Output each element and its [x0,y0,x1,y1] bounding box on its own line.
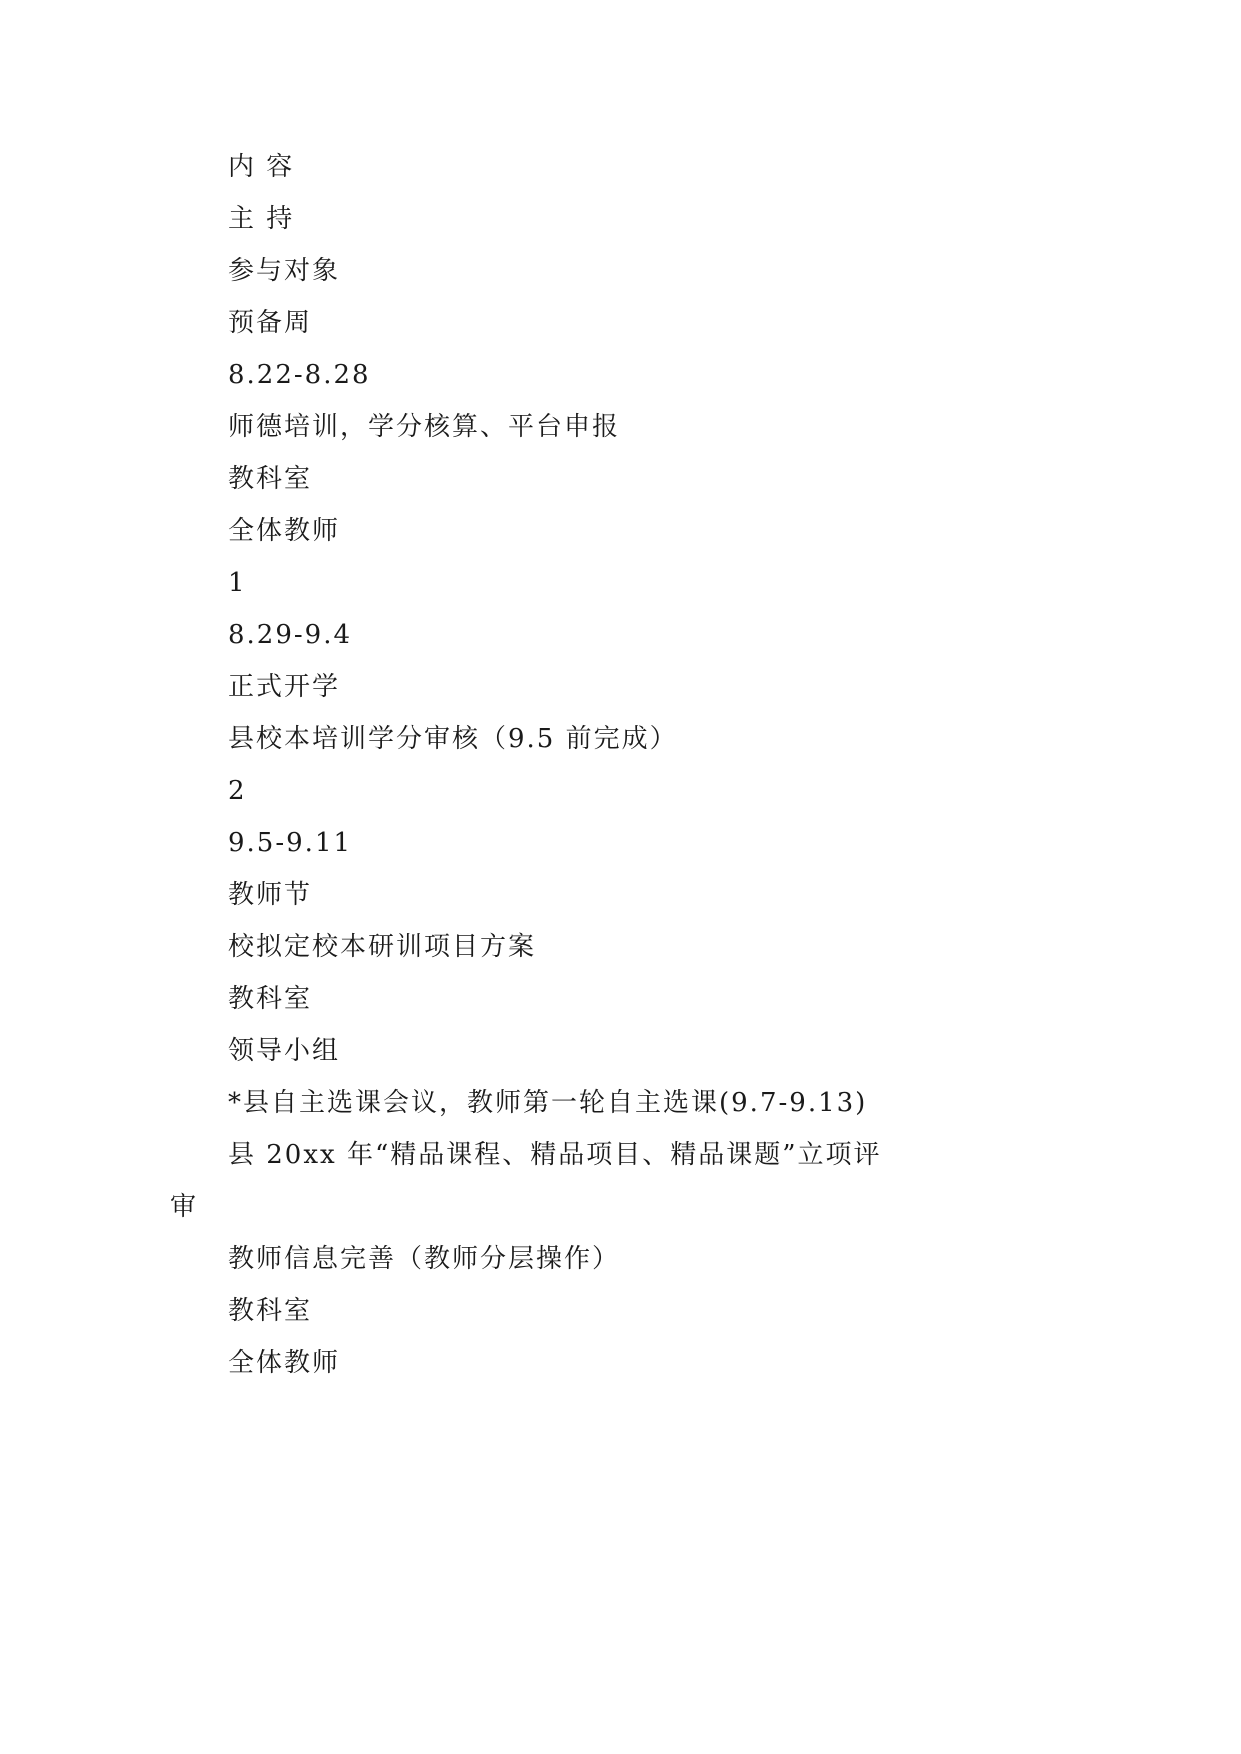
line-host-header: 主 持 [228,204,295,234]
line-activity: *县自主选课会议，教师第一轮自主选课(9.7-9.13) [228,1088,868,1118]
document-body [0,141,1103,1389]
line-date-range: 8.29-9.4 [228,620,353,650]
line-host: 教科室 [228,464,313,494]
line-activity: 校拟定校本研训项目方案 [228,932,537,962]
line-participants-header: 参与对象 [228,256,341,286]
line-date-range: 9.5-9.11 [228,828,353,858]
line-participants: 全体教师 [228,1348,341,1378]
line-activity: 正式开学 [228,672,341,702]
line-participants: 全体教师 [228,516,341,546]
line-activity-long: 县 20xx 年“精品课程、精品项目、精品课题”立项评 [228,1140,882,1170]
line-activity: 师德培训，学分核算、平台申报 [228,412,621,442]
line-activity-long-continued: 审 [170,1192,199,1222]
line-host: 教科室 [228,984,313,1014]
line-date-range: 8.22-8.28 [228,360,371,390]
line-week-number: 1 [228,568,247,598]
line-participants: 领导小组 [228,1036,341,1066]
line-week-number: 2 [228,776,247,806]
line-host: 教科室 [228,1296,313,1326]
line-activity: 教师信息完善（教师分层操作） [228,1244,621,1274]
line-activity: 县校本培训学分审核（9.5 前完成） [228,724,678,754]
line-content-header: 内 容 [228,152,295,182]
line-prep-week: 预备周 [228,308,313,338]
line-activity: 教师节 [228,880,313,910]
